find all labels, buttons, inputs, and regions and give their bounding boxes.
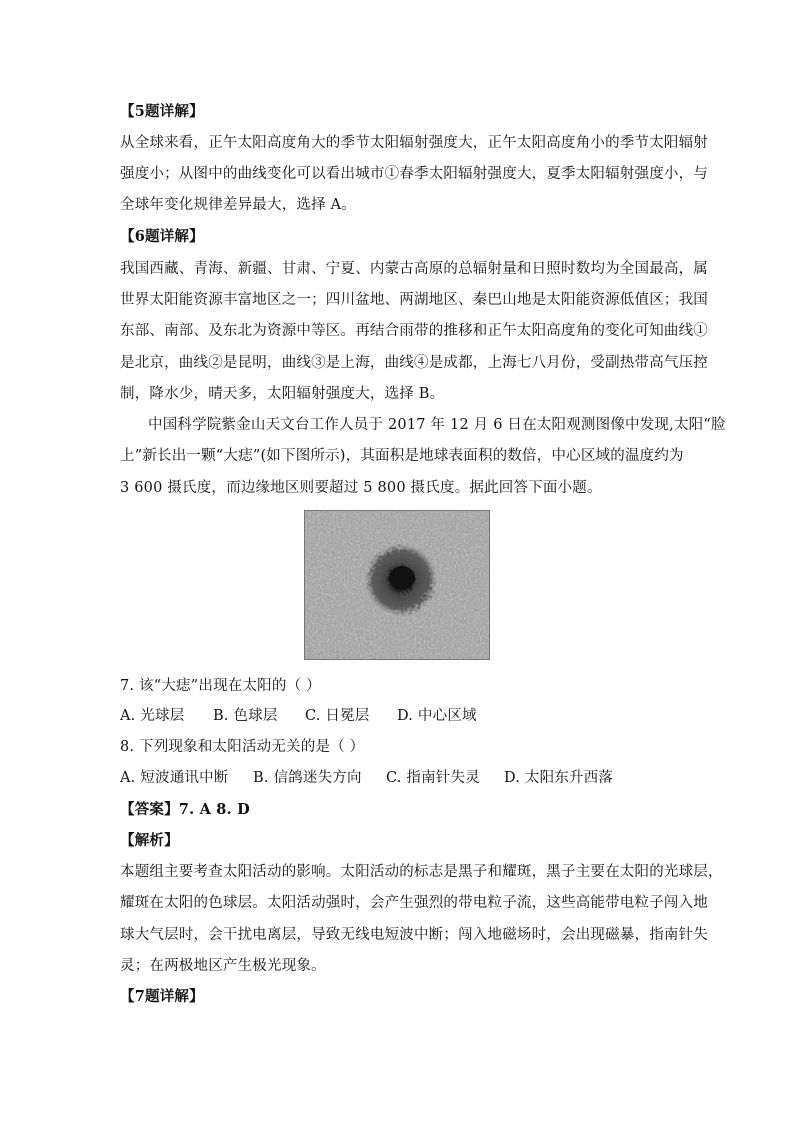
option-d: D. 太阳东升西落	[504, 770, 614, 786]
option-a: A. 短波通讯中断	[120, 770, 229, 786]
section-6-heading: 【6题详解】	[120, 228, 204, 245]
option-d: D. 中心区域	[397, 708, 477, 724]
option-b: B. 信鸽迷失方向	[253, 770, 362, 786]
section-5-text-line: 从全球来看，正午太阳高度角大的季节太阳辐射强度大，正午太阳高度角小的季节太阳辐射	[120, 135, 708, 151]
question-8: 8. 下列现象和太阳活动无关的是（ ）	[120, 739, 365, 755]
section-6-text-line: 是北京，曲线②是昆明，曲线③是上海，曲线④是成都，上海七八月份，受副热带高气压控	[120, 355, 708, 371]
analysis-text-line: 本题组主要考查太阳活动的影响。太阳活动的标志是黑子和耀斑，黑子主要在太阳的光球层，	[120, 864, 723, 880]
section-6-text-line: 制，降水少，晴天多，太阳辐射强度大，选择 B。	[120, 386, 445, 402]
analysis-text-line: 球大气层时，会干扰电离层，导致无线电短波中断；闯入地磁场时，会出现磁暴，指南针失	[120, 927, 708, 943]
option-c: C. 指南针失灵	[386, 770, 480, 786]
option-b: B. 色球层	[213, 708, 278, 724]
analysis-heading: 【解析】	[120, 832, 179, 849]
question-7-options	[120, 706, 477, 726]
section-7-heading: 【7题详解】	[120, 988, 204, 1005]
answer-line: 【答案】7. A 8. D	[120, 801, 250, 818]
analysis-text-line: 灵；在两极地区产生极光现象。	[120, 958, 326, 974]
sunspot-image	[304, 510, 490, 660]
section-6-text-line: 东部、南部、及东北为资源中等区。再结合雨带的推移和正午太阳高度角的变化可知曲线①	[120, 323, 708, 339]
section-6-text-line: 我国西藏、青海、新疆、甘肃、宁夏、内蒙古高原的总辐射量和日照时数均为全国最高，属	[120, 261, 708, 277]
section-5-text-line: 全球年变化规律差异最大，选择 A。	[120, 197, 356, 213]
section-6-text-line: 世界太阳能资源丰富地区之一；四川盆地、两湖地区、秦巴山地是太阳能资源低值区；我国	[120, 292, 708, 308]
section-5-text-line: 强度小；从图中的曲线变化可以看出城市①春季太阳辐射强度大，夏季太阳辐射强度小，与	[120, 166, 708, 182]
intro-text-line: 上”新长出一颗“大痣”(如下图所示)，其面积是地球表面积的数倍，中心区域的温度约为	[120, 448, 684, 464]
intro-text-line: 3 600 摄氏度，而边缘地区则要超过 5 800 摄氏度。据此回答下面小题。	[120, 480, 602, 496]
intro-text-line: 中国科学院紫金山天文台工作人员于 2017 年 12 月 6 日在太阳观测图像中发现,太阳“脸	[148, 417, 726, 433]
question-8-options	[120, 768, 613, 788]
option-a: A. 光球层	[120, 708, 185, 724]
section-5-heading: 【5题详解】	[120, 103, 204, 120]
analysis-text-line: 耀斑在太阳的色球层。太阳活动强时，会产生强烈的带电粒子流，这些高能带电粒子闯入地	[120, 895, 708, 911]
option-c: C. 日冕层	[305, 708, 370, 724]
question-7: 7. 该“大痣”出现在太阳的（ ）	[120, 678, 321, 694]
